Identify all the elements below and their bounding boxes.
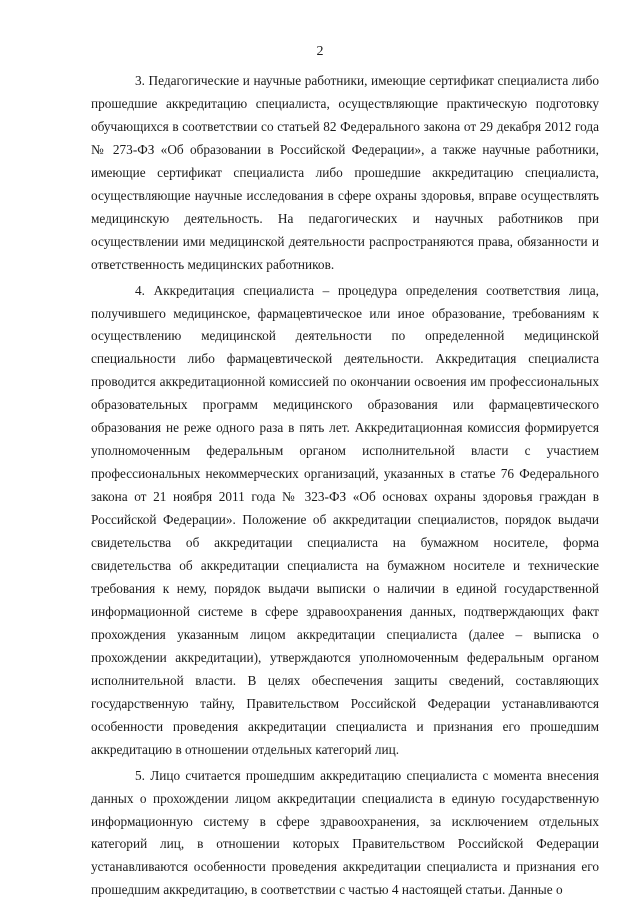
- paragraph-4: 4. Аккредитация специалиста – процедура определения соответствия лица, получившего медицинское, фармацевтическое или иное образование, требованиям к осуществлению медицинской деятельности по определенной медицинской специальности либо фармацевтической деятельности. Аккредитация специалиста проводится аккредитационной комиссией по окончании освоения им профессиональных образовательных программ медицинского образования или фармацевтического образования не реже одного раза в пять лет. Аккредитационная комиссия формируется уполномоченным федеральным органом исполнительной власти с участием профессиональных некоммерческих организаций, указанных в статье 76 Федерального закона от 21 ноября 2011 года № 323-ФЗ «Об основах охраны здоровья граждан в Российской Федерации». Положение об аккредитации специалистов, порядок выдачи свидетельства об аккредитации специалиста на бумажном носителе, форма свидетельства об аккредитации специалиста на бумажном носителе и технические требования к нему, порядок выдачи выписки о наличии в единой государственной информационной системе в сфере здравоохранения данных, подтверждающих факт прохождения указанным лицом аккредитации специалиста (далее – выписка о прохождении аккредитации), утверждаются уполномоченным федеральным органом исполнительной власти. В целях обеспечения защиты сведений, составляющих государственную тайну, Правительством Российской Федерации устанавливаются особенности проведения аккредитации специалиста и признания его прошедшим аккредитацию в отношении отдельных категорий лиц.: [91, 282, 599, 757]
- paragraph-5: 5. Лицо считается прошедшим аккредитацию специалиста с момента внесения данных о прохождении лицом аккредитации специалиста в единую государственную информационную систему в сфере здравоохранения, за исключением отдельных категорий лиц, в отношении которых Правительством Российской Федерации устанавливаются особенности проведения аккредитации специалиста и признания его прошедшим аккредитацию, в соответствии с частью 4 настоящей статьи. Данные о: [91, 767, 599, 898]
- document-body: [91, 70, 599, 902]
- page-number: 2: [316, 44, 324, 59]
- paragraph-3: 3. Педагогические и научные работники, имеющие сертификат специалиста либо прошедшие аккредитацию специалиста, осуществляющие практическую подготовку обучающихся в соответствии со статьей 82 Федерального закона от 29 декабря 2012 года № 273-ФЗ «Об образовании в Российской Федерации», а также научные работники, имеющие сертификат специалиста либо прошедшие аккредитацию специалиста, осуществляющие научные исследования в сфере охраны здоровья, вправе осуществлять медицинскую деятельность. На педагогических и научных работников при осуществлении ими медицинской деятельности распространяются права, обязанности и ответственность медицинских работников.: [91, 73, 599, 272]
